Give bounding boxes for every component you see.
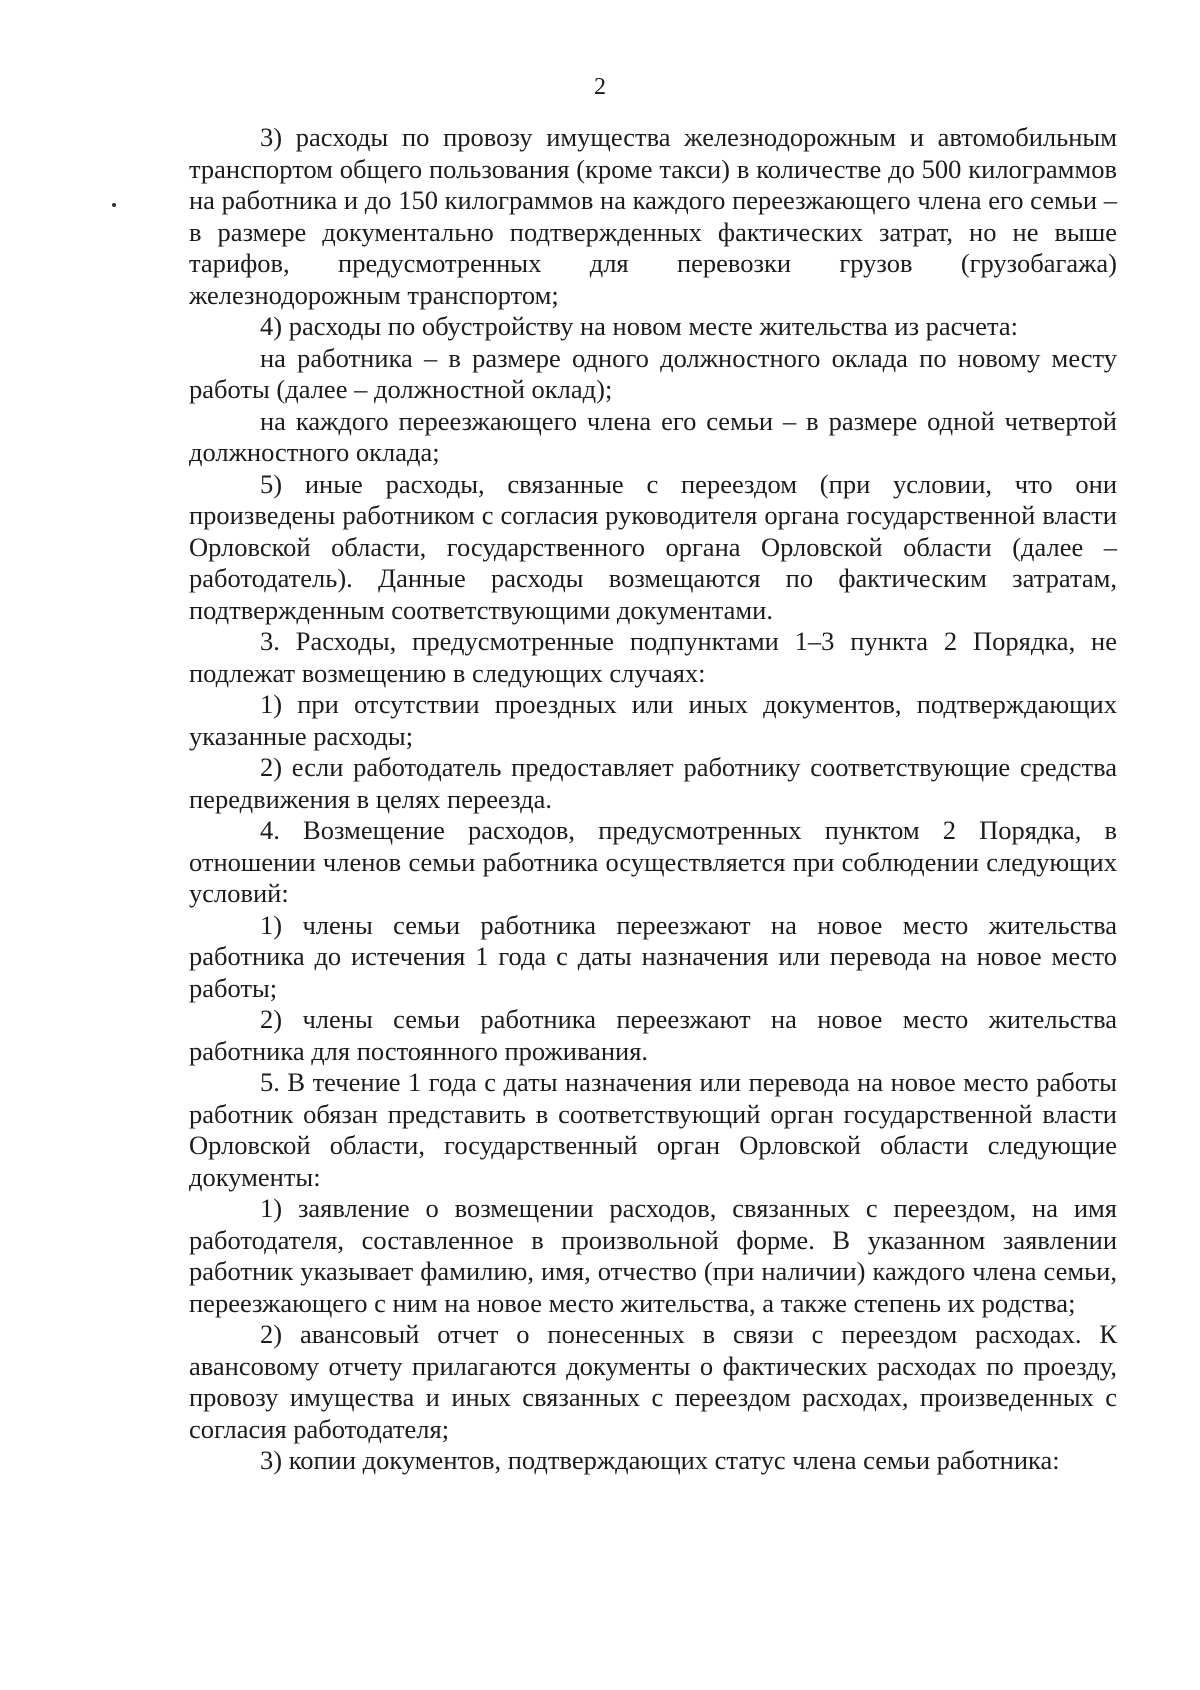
paragraph-section-3-case-1: 1) при отсутствии проездных или иных документов, подтверждающих указанные расходы; xyxy=(189,689,1117,751)
paragraph-section-5: 5. В течение 1 года с даты назначения или перевода на новое место работы работник обязан представить в соответствующий орган государственной власти Орловской области, государственный орган Орловской области следующие документы: xyxy=(189,1067,1117,1192)
paragraph-item-5-other-costs: 5) иные расходы, связанные с переездом (при условии, что они произведены работником с согласия руководителя органа государственной власти Орловской области, государственного органа Орловской области (далее – работодатель). Данные расходы возмещаются по фактическим затратам, подтвержденным соответствующими документами. xyxy=(189,468,1117,625)
page-number: 2 xyxy=(594,74,606,100)
paragraph-section-3: 3. Расходы, предусмотренные подпунктами 1–3 пункта 2 Порядка, не подлежат возмещению в следующих случаях: xyxy=(189,626,1117,688)
paragraph-per-family-member: на каждого переезжающего члена его семьи – в размере одной четвертой должностного оклада; xyxy=(189,405,1117,467)
paragraph-item-4-settlement-costs: 4) расходы по обустройству на новом месте жительства из расчета: xyxy=(260,311,1019,341)
scan-speck xyxy=(112,203,116,207)
paragraph-section-5-doc-2: 2) авансовый отчет о понесенных в связи с переездом расходах. К авансовому отчету прилагаются документы о фактических расходах по проезду, провозу имущества и иных связанных с переездом расходах, произведенных с согласия работодателя; xyxy=(189,1319,1117,1444)
paragraph-section-5-doc-1: 1) заявление о возмещении расходов, связанных с переездом, на имя работодателя, составленное в произвольной форме. В указанном заявлении работник указывает фамилию, имя, отчество (при наличии) каждого члена семьи, переезжающего с ним на новое место жительства, а также степень их родства; xyxy=(189,1193,1117,1318)
paragraph-item-3-transport-costs: 3) расходы по провозу имущества железнодорожным и автомобильным транспортом общего пользования (кроме такси) в количестве до 500 килограммов на работника и до 150 килограммов на каждого переезжающего члена его семьи – в размере документально подтвержденных фактических затрат, но не выше тарифов, предусмотренных для перевозки грузов (грузобагажа) железнодорожным транспортом; xyxy=(189,122,1117,310)
paragraph-per-employee: на работника – в размере одного должностного оклада по новому месту работы (далее – должностной оклад); xyxy=(189,342,1117,404)
paragraph-section-3-case-2: 2) если работодатель предоставляет работнику соответствующие средства передвижения в целях переезда. xyxy=(189,752,1117,814)
document-body xyxy=(189,122,1117,1477)
paragraph-section-4-condition-1: 1) члены семьи работника переезжают на новое место жительства работника до истечения 1 года с даты назначения или перевода на новое место работы; xyxy=(189,909,1117,1003)
paragraph-section-4: 4. Возмещение расходов, предусмотренных пунктом 2 Порядка, в отношении членов семьи работника осуществляется при соблюдении следующих условий: xyxy=(189,815,1117,908)
paragraph-section-4-condition-2: 2) члены семьи работника переезжают на новое место жительства работника для постоянного проживания. xyxy=(189,1004,1117,1066)
paragraph-section-5-doc-3: 3) копии документов, подтверждающих статус члена семьи работника: xyxy=(260,1445,1060,1475)
